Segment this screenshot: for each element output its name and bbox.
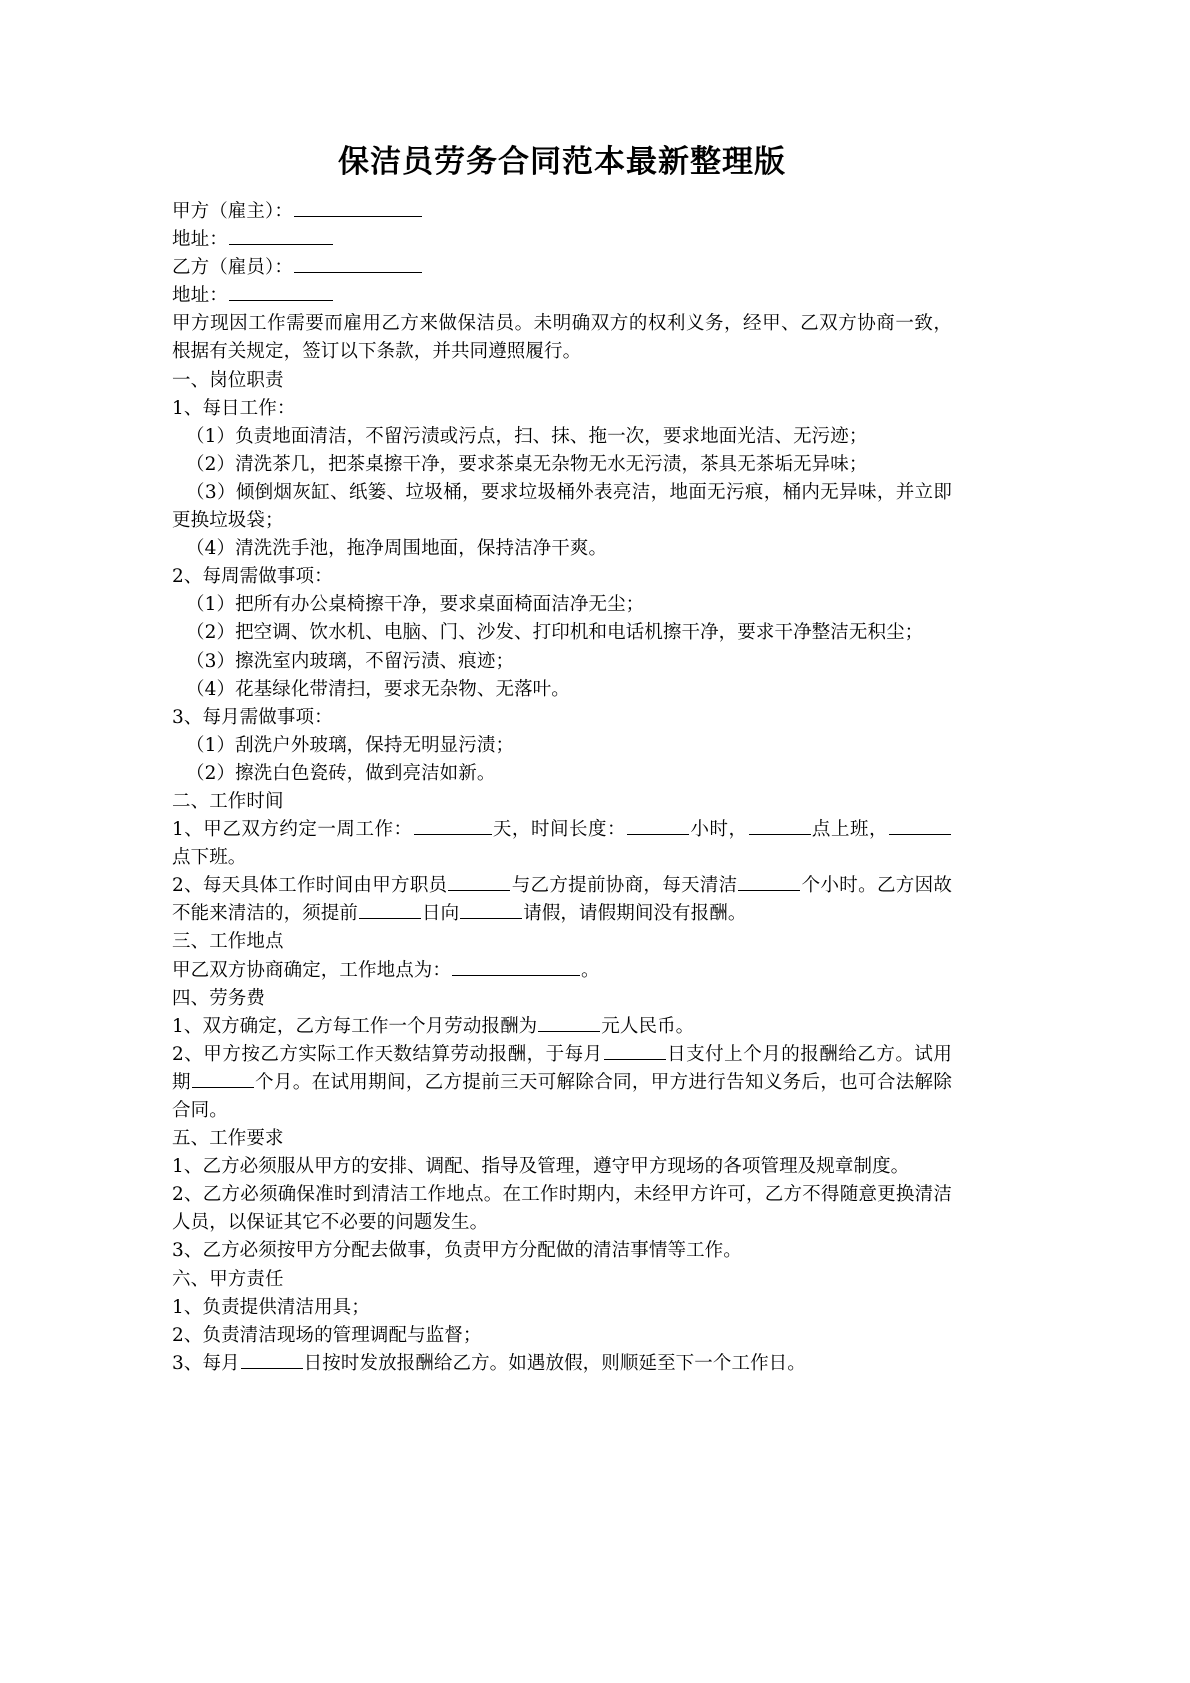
section-1-item-daily-2: （2）清洗茶几，把茶桌擦干净，要求茶桌无杂物无水无污渍，茶具无茶垢无异味； [186,453,868,475]
party-b-field [172,254,952,282]
section-1-item-daily-1: （1）负责地面清洁，不留污渍或污点，扫、抹、拖一次，要求地面光洁、无污迹； [186,425,868,447]
section-heading-1: 一、岗位职责 [172,369,284,391]
section-2-clause-2-text-2: 与乙方提前协商，每天清洁 [511,875,738,897]
party-b-address-label: 地址： [172,285,228,307]
section-1-item-daily-3: （3）倾倒烟灰缸、纸篓、垃圾桶，要求垃圾桶外表亮洁，地面无污痕，桶内无异味，并立即更换垃圾袋； [172,481,952,532]
party-a-address-label: 地址： [172,229,228,251]
probation-months-blank[interactable] [192,1069,254,1088]
section-2-clause-1-text-2: 天，时间长度： [492,819,627,841]
section-2-clause-1-text-1: 1、甲乙双方约定一周工作： [172,819,413,841]
section-2-clause-2 [172,872,952,928]
preamble-paragraph: 甲方现因工作需要而雇用乙方来做保洁员。未明确双方的权利义务，经甲、乙双方协商一致，根据有关规定，签订以下条款，并共同遵照履行。 [172,313,952,363]
section-2-clause-1-text-4: 点上班， [811,819,888,841]
section-3-clause-1 [172,957,952,985]
section-2-clause-2-text-5: 请假，请假期间没有报酬。 [523,903,747,925]
party-a-blank[interactable] [294,198,422,217]
section-2-clause-1-text-5: 点下班。 [172,847,247,869]
section-heading-6: 六、甲方责任 [172,1268,284,1290]
section-1-item-weekly-4: （4）花基绿化带清扫，要求无杂物、无落叶。 [186,678,570,700]
leave-approver-blank[interactable] [460,901,522,920]
section-6-clause-3-text-2: 日按时发放报酬给乙方。如遇放假，则顺延至下一个工作日。 [303,1352,806,1374]
party-a-field [172,198,952,226]
section-6-item-1: 1、负责提供清洁用具； [172,1296,370,1318]
notice-days-blank[interactable] [359,901,421,920]
section-5-item-3: 3、乙方必须按甲方分配去做事，负责甲方分配做的清洁事情等工作。 [172,1240,742,1262]
section-heading-4: 四、劳务费 [172,987,266,1009]
section-2-clause-1 [172,816,952,872]
section-3-clause-1-text-2: 。 [581,959,600,981]
section-1-item-daily-title: 1、每日工作： [172,397,296,419]
section-2-clause-2-text-4: 日向 [422,903,460,925]
weekly-days-blank[interactable] [414,817,492,836]
section-5-item-2: 2、乙方必须确保准时到清洁工作地点。在工作时期内，未经甲方许可，乙方不得随意更换清洁人员，以保证其它不必要的问题发生。 [172,1184,952,1234]
monthly-salary-blank[interactable] [538,1013,600,1032]
section-6-clause-3 [172,1350,952,1378]
section-5-item-1: 1、乙方必须服从甲方的安排、调配、指导及管理，遵守甲方现场的各项管理及规章制度。 [172,1156,910,1178]
section-2-clause-1-text-3: 小时， [690,819,748,841]
payout-day-blank[interactable] [241,1350,303,1369]
section-1-item-monthly-1: （1）刮洗户外玻璃，保持无明显污渍； [186,734,515,756]
section-heading-2: 二、工作时间 [172,790,284,812]
work-location-blank[interactable] [452,957,580,976]
party-a-address-field [172,226,952,254]
section-4-clause-1 [172,1013,952,1041]
section-2-clause-2-text-1: 2、每天具体工作时间由甲方职员 [172,875,448,897]
section-1-item-weekly-title: 2、每周需做事项： [172,566,333,588]
section-2-clause-2-text-3: 个小时。乙方因故不能来清洁的，须提前 [172,875,952,925]
party-b-address-blank[interactable] [229,283,333,302]
section-1-item-monthly-2: （2）擦洗白色瓷砖，做到亮洁如新。 [186,762,496,784]
start-time-blank[interactable] [749,817,811,836]
section-6-clause-3-text-1: 3、每月 [172,1352,240,1374]
section-4-clause-1-text-2: 元人民币。 [601,1015,695,1037]
section-1-item-weekly-1: （1）把所有办公桌椅擦干净，要求桌面椅面洁净无尘； [186,594,645,616]
section-heading-5: 五、工作要求 [172,1128,284,1150]
party-b-label: 乙方（雇员）： [172,257,293,279]
party-b-blank[interactable] [294,255,422,274]
daily-hours-blank[interactable] [738,873,800,892]
section-heading-3: 三、工作地点 [172,931,284,953]
section-4-clause-2 [172,1041,952,1125]
section-1-item-monthly-title: 3、每月需做事项： [172,706,333,728]
section-1-item-weekly-3: （3）擦洗室内玻璃，不留污渍、痕迹； [186,650,515,672]
section-1-item-daily-4: （4）清洗洗手池，拖净周围地面，保持洁净干爽。 [186,538,608,560]
section-1-item-weekly-2: （2）把空调、饮水机、电脑、门、沙发、打印机和电话机擦干净，要求干净整洁无积尘； [186,622,924,644]
page-title: 保洁员劳务合同范本最新整理版 [338,144,786,180]
payment-day-blank[interactable] [604,1041,666,1060]
party-b-address-field [172,282,952,310]
end-time-blank[interactable] [889,817,951,836]
document-body [172,140,952,1378]
section-6-item-2: 2、负责清洁现场的管理调配与监督； [172,1324,482,1346]
duration-hours-blank[interactable] [627,817,689,836]
staff-name-blank[interactable] [448,873,510,892]
section-3-clause-1-text-1: 甲乙双方协商确定，工作地点为： [172,959,452,981]
party-a-label: 甲方（雇主）： [172,201,293,222]
section-4-clause-2-text-2: 日支付上个月的报酬给乙方。试用期 [172,1043,952,1093]
section-4-clause-1-text-1: 1、双方确定，乙方每工作一个月劳动报酬为 [172,1015,538,1037]
party-a-address-blank[interactable] [229,227,333,246]
section-4-clause-2-text-3: 个月。在试用期间，乙方提前三天可解除合同，甲方进行告知义务后，也可合法解除合同。 [172,1071,952,1121]
section-4-clause-2-text-1: 2、甲方按乙方实际工作天数结算劳动报酬，于每月 [172,1043,603,1065]
